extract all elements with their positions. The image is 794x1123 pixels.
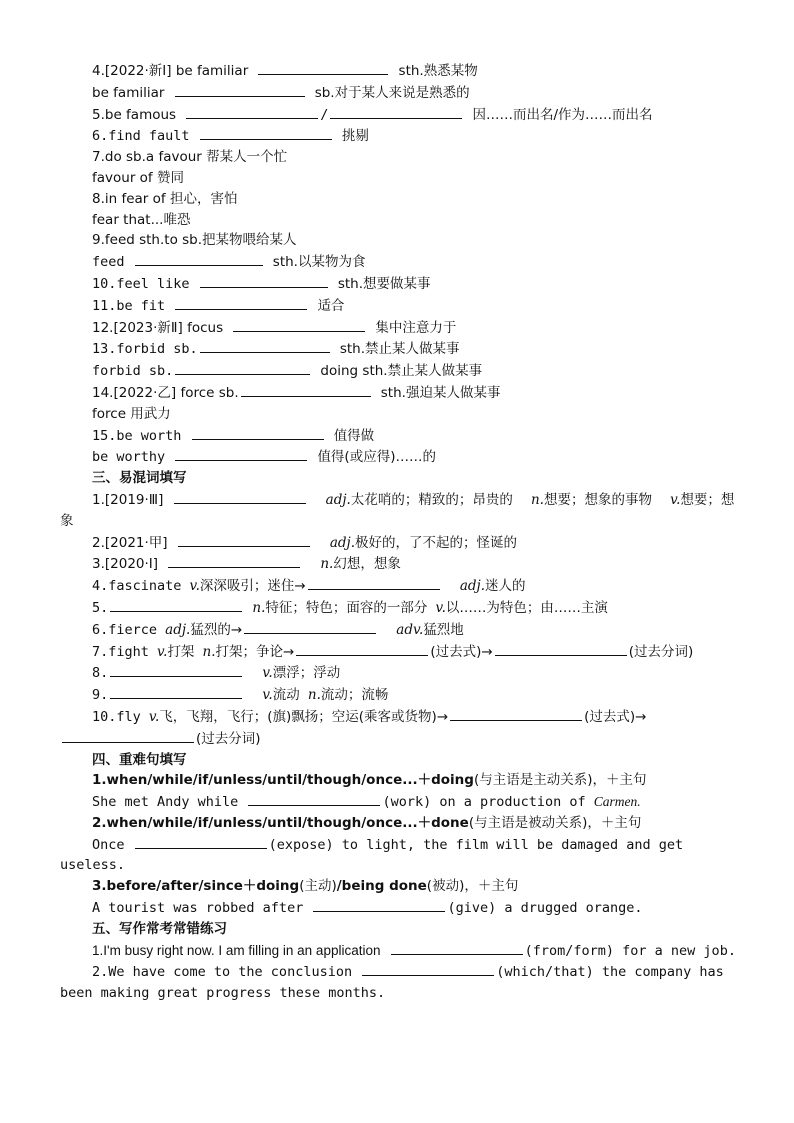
item-text: 打架；争论→ (215, 643, 295, 660)
vocab-item-14b: force 用武力 (92, 405, 171, 422)
vocab-text: 值得做 (333, 427, 375, 444)
item-text: 6.fierce (92, 621, 158, 638)
pos-label: v. (435, 599, 446, 616)
vocab-item-15 (60, 425, 736, 447)
pattern-note: (与主语是被动关系)，＋主句 (468, 814, 642, 831)
item-text: 漂浮；浮动 (272, 665, 341, 682)
vocab-item-7: 7.do sb.a favour 帮某人一个忙 (92, 149, 288, 166)
vocab-item-13b (60, 360, 736, 382)
confusable-item-4 (60, 575, 736, 597)
writing-text: (from/form) for a new job. (524, 942, 736, 959)
writing-text: 2.We have come to the conclusion (92, 964, 353, 981)
answer-blank[interactable] (178, 532, 310, 547)
writing-text: 1.I'm busy right now. I am filling in an application (92, 942, 381, 958)
answer-blank[interactable] (62, 728, 194, 743)
vocab-item-11 (60, 295, 736, 317)
pattern-formula: /being done (336, 878, 427, 895)
answer-blank[interactable] (174, 489, 306, 504)
answer-blank[interactable] (110, 597, 242, 612)
answer-blank[interactable] (135, 834, 267, 849)
vocab-item-10 (60, 273, 736, 295)
answer-blank[interactable] (313, 897, 445, 912)
answer-blank[interactable] (200, 338, 330, 353)
item-text: 飞，飞翔，飞行；(旗)飘扬；空运(乘客或货物)→ (159, 708, 449, 725)
answer-blank[interactable] (175, 446, 307, 461)
answer-blank[interactable] (248, 791, 380, 806)
vocab-item-6 (60, 125, 736, 147)
pattern-note: (主动) (299, 878, 337, 895)
section-heading-3: 三、易混词填写 (92, 470, 187, 487)
vocab-item-14 (60, 382, 736, 404)
pos-label: adj. (325, 491, 351, 508)
vocab-item-13 (60, 338, 736, 360)
item-text: 8. (92, 665, 109, 682)
item-text: 特征；特色；面容的一部分 (265, 599, 428, 616)
pos-label: adj. (329, 534, 356, 551)
vocab-item-7b: favour of 赞同 (92, 169, 184, 186)
vocab-text: 4.[2022·新Ⅰ] be familiar (92, 63, 249, 79)
pattern-note: (与主语是主动关系)，＋主句 (473, 772, 647, 789)
pos-label: v. (189, 578, 200, 595)
vocab-item-4b (60, 82, 736, 104)
pattern-2-example (60, 834, 736, 877)
pos-label: n. (202, 643, 216, 660)
answer-blank[interactable] (258, 60, 388, 75)
pos-label: v. (262, 687, 273, 704)
answer-blank[interactable] (186, 104, 318, 119)
item-text: 4.fascinate (92, 578, 182, 595)
item-text: 以……为特色；由……主演 (445, 599, 608, 616)
vocab-text: 11.be fit (92, 297, 166, 314)
writing-text: (which/that) the company has been making great progress these months. (60, 964, 724, 1002)
pos-label: n. (530, 491, 544, 508)
item-text: (过去式)→ (430, 643, 493, 660)
pos-label: n. (252, 599, 266, 616)
item-text: 极好的，了不起的；怪诞的 (355, 534, 518, 551)
confusable-item-1 (60, 489, 736, 532)
section-heading-4: 四、重难句填写 (92, 751, 187, 768)
section-heading-5: 五、写作常考常错练习 (92, 920, 227, 937)
confusable-item-9 (60, 684, 736, 706)
answer-blank[interactable] (175, 82, 305, 97)
vocab-text: 15.be worth (92, 427, 182, 444)
slash: / (320, 106, 329, 123)
vocab-text: sth.想要做某事 (337, 275, 431, 292)
vocab-text: be familiar (92, 84, 165, 101)
confusable-item-10 (60, 706, 736, 750)
vocab-item-15b (60, 446, 736, 468)
vocab-text: 5.be famous (92, 106, 177, 123)
answer-blank[interactable] (362, 961, 494, 976)
vocab-item-5 (60, 104, 736, 126)
writing-item-1 (60, 940, 736, 962)
answer-blank[interactable] (110, 662, 242, 677)
vocab-text: sb.对于某人来说是熟悉的 (314, 84, 470, 101)
vocab-text: 13.forbid sb. (92, 341, 198, 358)
vocab-text: feed (92, 254, 125, 271)
answer-blank[interactable] (241, 382, 371, 397)
item-text: 3.[2020·Ⅰ] (92, 556, 159, 573)
item-text: 5. (92, 599, 109, 616)
answer-blank[interactable] (391, 940, 523, 955)
pattern-1-example (60, 791, 736, 813)
vocab-text: 10.feel like (92, 275, 190, 292)
writing-item-2 (60, 961, 736, 1004)
pos-label: adj. (165, 621, 191, 638)
confusable-item-5 (60, 597, 736, 619)
pattern-formula: 1.when/while/if/unless/until/though/once...＋doing (92, 772, 474, 789)
item-text: 流动；流畅 (320, 687, 389, 704)
item-text: 2.[2021·甲] (92, 534, 168, 551)
answer-blank[interactable] (168, 553, 300, 568)
vocab-text: sth.禁止某人做某事 (339, 341, 460, 358)
vocab-item-9b (60, 251, 736, 273)
answer-blank[interactable] (308, 575, 440, 590)
item-text: 流动 (272, 687, 300, 704)
worksheet-content (60, 60, 736, 1004)
item-text: 7.fight (92, 643, 149, 660)
item-text: 1.[2019·Ⅲ] (92, 491, 164, 508)
confusable-item-3 (60, 553, 736, 575)
item-text: (过去式)→ (584, 708, 647, 725)
pattern-3 (60, 876, 736, 897)
item-text: 猛烈的→ (190, 621, 243, 638)
vocab-text: be worthy (92, 449, 166, 466)
vocab-text: 集中注意力于 (375, 319, 457, 336)
item-text: (过去分词) (628, 643, 694, 660)
vocab-text: 值得(或应得)……的 (317, 449, 436, 466)
example-text: A tourist was robbed after (92, 900, 304, 917)
example-text: (expose) to light, the film will be damaged and get useless. (60, 836, 684, 874)
pos-label: v. (148, 708, 160, 725)
pos-label: adj. (459, 578, 485, 595)
answer-blank[interactable] (330, 104, 462, 119)
confusable-item-6 (60, 619, 736, 641)
vocab-text: sth.以某物为食 (272, 254, 366, 271)
pos-label: n. (307, 687, 321, 704)
answer-blank[interactable] (244, 619, 376, 634)
pattern-formula: 3.before/after/since＋doing (92, 878, 300, 895)
pattern-2 (60, 813, 736, 834)
confusable-item-7 (60, 641, 736, 663)
item-text: 想要；想象 (60, 491, 735, 529)
vocab-item-12 (60, 317, 736, 339)
example-text: (work) on a production of (382, 794, 586, 811)
example-text: Once (92, 836, 125, 853)
pattern-note: (被动)，＋主句 (426, 878, 519, 895)
vocab-text: 14.[2022·乙] force sb. (92, 384, 239, 401)
pos-label: adv. (396, 621, 424, 638)
answer-blank[interactable] (175, 295, 307, 310)
item-text: 迷人的 (485, 578, 526, 595)
example-italic: Carmen. (593, 794, 641, 810)
pos-label: v. (670, 491, 681, 508)
example-text: (give) a drugged orange. (447, 900, 643, 917)
answer-blank[interactable] (495, 641, 627, 656)
pattern-formula: 2.when/while/if/unless/until/though/once...＋done (92, 814, 469, 831)
pattern-1 (60, 770, 736, 791)
vocab-item-8: 8.in fear of 担心，害怕 (92, 190, 238, 207)
pos-label: v. (262, 665, 273, 682)
answer-blank[interactable] (296, 641, 428, 656)
vocab-text: 12.[2023·新Ⅱ] focus (92, 319, 224, 336)
item-text: 深深吸引；迷住→ (199, 578, 306, 595)
vocab-item-4 (60, 60, 736, 82)
answer-blank[interactable] (192, 425, 324, 440)
item-text: 幻想，想象 (333, 556, 401, 573)
answer-blank[interactable] (175, 360, 310, 375)
vocab-text: 挑剔 (341, 128, 369, 145)
answer-blank[interactable] (450, 706, 582, 721)
vocab-text: sth.强迫某人做某事 (380, 384, 501, 401)
answer-blank[interactable] (233, 317, 365, 332)
item-text: 10.fly (92, 708, 141, 725)
vocab-text: 适合 (317, 297, 345, 314)
answer-blank[interactable] (200, 125, 332, 140)
vocab-text: 6.find fault (92, 128, 190, 145)
vocab-item-9: 9.feed sth.to sb.把某物喂给某人 (92, 232, 297, 249)
answer-blank[interactable] (200, 273, 328, 288)
item-text: 打架 (167, 643, 195, 660)
vocab-text: doing sth.禁止某人做某事 (320, 363, 483, 380)
vocab-item-8b: fear that...唯恐 (92, 211, 191, 228)
pattern-3-example (60, 897, 736, 919)
answer-blank[interactable] (110, 684, 242, 699)
confusable-item-8 (60, 662, 736, 684)
vocab-text: sth.熟悉某物 (398, 63, 478, 79)
answer-blank[interactable] (135, 251, 263, 266)
item-text: 想要；想象的事物 (543, 491, 652, 508)
pos-label: n. (320, 556, 334, 573)
example-text: She met Andy while (92, 794, 239, 811)
vocab-text: 因……而出名/作为……而出名 (472, 106, 653, 123)
confusable-item-2 (60, 532, 736, 554)
item-text: 太花哨的；精致的；昂贵的 (350, 491, 513, 508)
item-text: 9. (92, 687, 109, 704)
vocab-text: forbid sb. (92, 363, 174, 380)
item-text: (过去分词) (196, 730, 261, 747)
item-text: 猛烈地 (423, 621, 464, 638)
pos-label: v. (157, 643, 168, 660)
